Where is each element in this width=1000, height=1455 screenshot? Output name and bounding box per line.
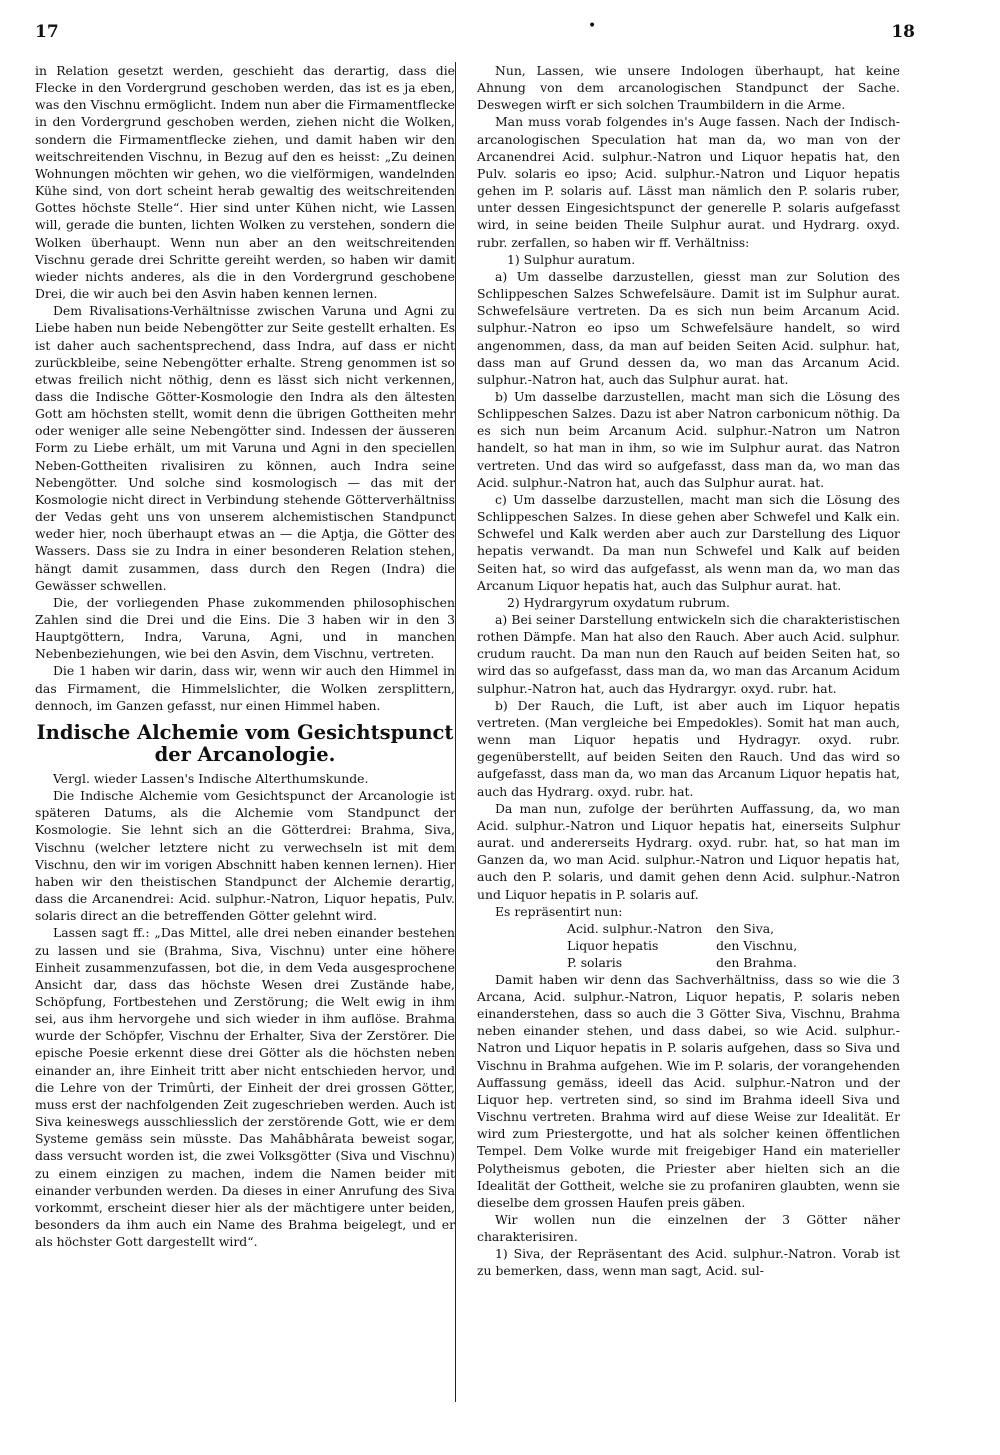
left-paragraph-2: Dem Rivalisations-Verhältnisse zwischen Varuna und Agni zu Liebe haben nun beide Nebengötter zur Seite gestellt erhalten. Es ist daher auch sachentsprechend, dass Indra, auf dass er nicht zurückbleibe, seine Nebengötter erhalte. Streng genommen ist so etwas freilich nicht nöthig, denn es lässt sich nicht verkennen, dass die Indische Götter-Kosmologie den Indra als den ältesten Gott am höchsten stellt, womit denn die übrigen Gottheiten mehr oder weniger alle seine Nebengötter sind. Indessen der äusseren Form zu Liebe erhält, um mit Varuna und Agni in den speciellen Neben-Gottheiten rivalisiren zu können, auch Indra seine Nebengötter. Und solche sind kosmologisch — das mit der Kosmologie nicht direct in Verbindung stehende Götterverhältniss der Vedas geht uns von unserem alchemistischen Standpunct weder hier, noch überhaupt etwas an — die Aptja, die Götter des Wassers. Dass sie zu Indra in einer besonderen Relation stehen, hängt damit zusammen, dass durch den Regen (Indra) die Gewässer schwellen. <box>35 303 455 593</box>
god-cell: den Brahma. <box>716 954 797 970</box>
item-2b: b) Der Rauch, die Luft, ist aber auch im Liquor hepatis vertreten. (Man vergleiche bei Empedokles). Somit hat man auch, wenn man Liquor hepatis und Hydragyr. oxyd. rubr. gegenüberstellt, auf beiden Seiten den Rauch. Und das wird so aufgefasst, dass man da, wo man das Arcanum Liquor hepatis hat, auch das Hydrarg. oxyd. rubr. hat. <box>477 697 900 799</box>
center-mark: • <box>588 18 597 34</box>
table-row <box>567 954 811 971</box>
list-heading-sulphur: 1) Sulphur auratum. <box>507 251 636 267</box>
item-1b: b) Um dasselbe darzustellen, macht man sich die Lösung des Schlippeschen Salzes. Dazu ist aber Natron carbonicum nöthig. Da es sich nun beim Arcanum Acid. sulphur.-Natron um Natron handelt, so hat man in ihm, so wie im Sulphur aurat. das Natron vertreten. Und das wird so aufgefasst, dass man da, wo man das Acid. sulphur.-Natron hat, auch das Sulphur aurat. hat. <box>477 388 900 490</box>
page-number-right: 18 <box>891 22 915 42</box>
right-paragraph-1: Nun, Lassen, wie unsere Indologen überhaupt, hat keine Ahnung von dem arcanologischen Standpunct der Sache. Deswegen wirft er sich solchen Traumbildern in die Arme. <box>477 63 900 113</box>
section-heading: Indische Alchemie vom Gesichtspunct der Arcanologie. <box>36 720 454 766</box>
left-paragraph-4: Die 1 haben wir darin, dass wir, wenn wir auch den Himmel in das Firmament, die Himmelslichter, die Wolken zersplittern, dennoch, im Ganzen gefasst, nur einen Himmel haben. <box>35 663 455 713</box>
representation-intro: Es repräsentirt nun: <box>495 903 623 919</box>
list-heading-hydrargyrum: 2) Hydrargyrum oxydatum rubrum. <box>507 594 730 610</box>
left-paragraph-6: Lassen sagt ff.: „Das Mittel, alle drei neben einander bestehen zu lassen und sie (Brahma, Siva, Vischnu) unter eine höhere Einheit zusammenzufassen, bot die, in dem Veda ausgesprochene Ansicht dar, dass das höchste Wesen drei Zustände habe, Schöpfung, Fortbestehen und Zerstörung; die Welt ewig in ihm sei, aus ihm hervorgehe und sich wieder in ihm auflöse. Brahma wurde der Schöpfer, Vischnu der Erhalter, Siva der Zerstörer. Die epische Poesie erkennt diese drei Götter als die höchsten neben einander an, ihre Einheit tritt aber nicht entschieden hervor, und die Lehre von der Trimûrti, der Einheit der drei grossen Götter, muss erst der nachfolgenden Zeit zugeschrieben werden. Auch ist Siva keineswegs ausschliesslich der zerstörende Gott, wie er dem Systeme gemäss sein müsste. Das Mahâbhârata beweist sogar, dass versucht worden ist, die zwei Volksgötter (Siva und Vischnu) zu einem einzigen zu machen, indem die Namen beider mit einander verbunden werden. Da dieses in einer Anrufung des Siva vorkommt, erscheint dieser hier als der mächtigere unter beiden, besonders da ihm auch ein Name des Brahma beigelegt, und er als höchster Gott dargestellt wird“. <box>35 925 455 1250</box>
left-paragraph-5: Die Indische Alchemie vom Gesichtspunct der Arcanologie ist späteren Datums, als die Alchemie vom Standpunct der Kosmologie. Sie lehnt sich an die Götterdrei: Brahma, Siva, Vischnu (welcher letztere nicht zu verwechseln ist mit dem Vischnu, den wir im vorigen Abschnitt haben kennen lernen). Hier haben wir den theistischen Standpunct der Alchemie derartig, dass die Arcanendrei: Acid. sulphur.-Natron, Liquor hepatis, Pulv. solaris direct an die betreffenden Götter gelehnt wird. <box>35 788 455 924</box>
left-paragraph-1: in Relation gesetzt werden, geschieht das derartig, dass die Flecke in den Vordergrund geschoben werden, das ist es ja eben, was den Vischnu ermöglicht. Indem nun aber die Firmamentflecke in den Vordergrund geschoben werden, ziehen nicht die Wolken, sondern die Firmamentflecke ziehen, und damit haben wir den weitschreitenden Vischnu, in Bezug auf den es heisst: „Zu deinen Wohnungen möchten wir gehen, wo die vielförmigen, wandelnden Kühe sind, von dort scheint herab gewaltig des weitschreitenden Gottes höchste Stelle“. Hier sind unter Kühen nicht, wie Lassen will, gerade die bunten, lichten Wolken zu verstehen, sondern die Wolken überhaupt. Wenn nun aber an den weitschreitenden Vischnu gerade drei Schritte gereiht werden, so haben wir damit wieder nichts anderes, als die in den Vordergrund geschobene Drei, die wir auch bei den Asvin haben kennen lernen. <box>35 63 455 302</box>
right-column <box>477 62 900 1280</box>
arcanum-cell: P. solaris <box>567 954 623 970</box>
right-paragraph-5: Wir wollen nun die einzelnen der 3 Götter näher charakterisiren. <box>477 1212 900 1245</box>
right-paragraph-3: Da man nun, zufolge der berührten Auffassung, da, wo man Acid. sulphur.-Natron und Liquor hepatis hat, einerseits Sulphur aurat. und andererseits Hydrarg. oxyd. rubr. hat, so hat man im Ganzen da, wo man Acid. sulphur.-Natron und Liquor hepatis hat, auch den P. solaris, und damit gehen denn Acid. sulphur.-Natron und Liquor hepatis in P. solaris auf. <box>477 800 900 902</box>
right-paragraph-4: Damit haben wir denn das Sachverhältniss, dass so wie die 3 Arcana, Acid. sulphur.-Natron, Liquor hepatis, P. solaris neben einanderstehen, dass so auch die 3 Götter Siva, Vischnu, Brahma neben einander stehen, und dass dabei, so wie Acid. sulphur.-Natron und Liquor hepatis in P. solaris aufgehen, dass so Siva und Vischnu in Brahma aufgehen. Wie im P. solaris, der vorangehenden Auffassung gemäss, ideell das Acid. sulphur.-Natron und der Liquor hep. vertreten sind, so sind im Brahma ideell Siva und Vischnu vertreten. Brahma wird auf diese Weise zur Idealität. Er wird zum Priestergotte, und hat als solcher keinen öffentlichen Tempel. Dem Volke wurde mit freigebiger Hand ein materieller Polytheismus geboten, die Priester aber hielten sich an die Idealität der Gottheit, welche sie zu profaniren glaubten, wenn sie dieselbe dem grossen Haufen preis gäben. <box>477 971 900 1210</box>
left-column <box>35 62 455 1250</box>
god-cell: den Vischnu, <box>716 937 798 953</box>
right-paragraph-2: Man muss vorab folgendes in's Auge fassen. Nach der Indisch-arcanologischen Speculation hat man da, wo man von der Arcanendrei Acid. sulphur.-Natron und Liquor hepatis hat, den Pulv. solaris eo ipso; Acid. sulphur.-Natron und Liquor hepatis gehen im P. solaris auf. Lässt man nämlich den P. solaris ruber, unter dessen Eingesichtspunct der generelle P. solaris aufgefasst wird, in seine beiden Theile Sulphur aurat. und Hydrarg. oxyd. rubr. zerfallen, so haben wir ff. Verhältniss: <box>477 114 900 250</box>
item-1a: a) Um dasselbe darzustellen, giesst man zur Solution des Schlippeschen Salzes Schwefelsäure. Damit ist im Sulphur aurat. Schwefelsäure vertreten. Da es sich nun beim Arcanum Acid. sulphur.-Natron eo ipso um Schwefelsäure handelt, so wird angenommen, dass, da man auf beiden Seiten Acid. sulphur. hat, dass man auf Grund dessen da, wo man das Arcanum Acid. sulphur.-Natron hat, auch das Sulphur aurat. hat. <box>477 268 900 387</box>
god-cell: den Siva, <box>716 920 775 936</box>
right-paragraph-6: 1) Siva, der Repräsentant des Acid. sulphur.-Natron. Vorab ist zu bemerken, dass, wenn man sagt, Acid. sul- <box>477 1246 900 1279</box>
column-divider <box>455 62 456 1402</box>
arcanum-cell: Acid. sulphur.-Natron <box>567 920 703 936</box>
arcanum-cell: Liquor hepatis <box>567 937 659 953</box>
item-2a: a) Bei seiner Darstellung entwickeln sich die charakteristischen rothen Dämpfe. Man hat also den Rauch. Aber auch Acid. sulphur. crudum raucht. Da man nun den Rauch auf beiden Seiten hat, so wird das so aufgefasst, dass man da, wo man das Arcanum Acidum sulphur.-Natron hat, auch das Hydrargyr. oxyd. rubr. hat. <box>477 612 900 696</box>
left-paragraph-3: Die, der vorliegenden Phase zukommenden philosophischen Zahlen sind die Drei und die Eins. Die 3 haben wir in den 3 Hauptgöttern, Indra, Varuna, Agni, und in manchen Nebenbeziehungen, wie bei den Asvin, dem Vischnu, vertreten. <box>35 594 455 662</box>
table-row <box>567 937 811 954</box>
section-reference: Vergl. wieder Lassen's Indische Alterthumskunde. <box>53 770 369 786</box>
page-number-left: 17 <box>35 22 59 42</box>
item-1c: c) Um dasselbe darzustellen, macht man sich die Lösung des Schlippeschen Salzes. In diese gehen aber Schwefel und Kalk ein. Schwefel und Kalk werden aber auch zur Darstellung des Liquor hepatis verwandt. Da man nun Schwefel und Kalk auf beiden Seiten hat, so wird das aufgefasst, als wenn man da, wo man das Arcanum Liquor hepatis hat, auch das Sulphur aurat. hat. <box>477 491 900 593</box>
table-row <box>567 920 811 937</box>
representation-table <box>567 920 811 971</box>
